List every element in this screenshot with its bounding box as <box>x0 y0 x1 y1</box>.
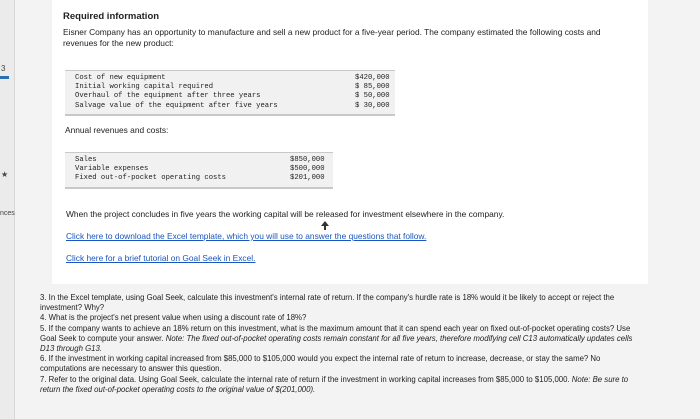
row-value: $201,000 <box>290 174 325 183</box>
row-value: $420,000 <box>355 74 390 82</box>
annual-heading: Annual revenues and costs: <box>65 125 169 135</box>
question-6: 6. If the investment in working capital increased from $85,000 to $105,000 would you expect the internal rate of return to increase, decrease, or stay the same? No computations are necessary to answer this question. <box>40 354 601 374</box>
question-5-note: Note: The fixed out-of-pocket operating costs remain constant for all five years, therefore modifying cell C13 automatically updates cells D13 through G13. <box>40 333 633 354</box>
row-value: $850,000 <box>290 156 325 164</box>
row-label: Sales <box>75 156 97 164</box>
section-title: Required information <box>63 11 160 22</box>
table-row <box>65 92 395 101</box>
question-7 <box>40 375 645 395</box>
table-row <box>65 165 333 174</box>
row-label: Initial working capital required <box>75 83 214 92</box>
row-label: Fixed out-of-pocket operating costs <box>75 174 226 183</box>
question-5 <box>40 324 645 355</box>
excel-template-link[interactable]: Click here to download the Excel template, which you will use to answer the questions that follow. <box>66 231 427 241</box>
row-label: Salvage value of the equipment after five years <box>75 101 278 110</box>
row-value: $ 30,000 <box>355 101 390 110</box>
table-row <box>65 156 333 165</box>
table-row <box>65 83 395 92</box>
required-information-panel <box>52 0 648 284</box>
sidebar-truncated-label[interactable]: nces <box>0 210 15 217</box>
question-7-text: 7. Refer to the original data. Using Goal Seek, calculate the internal rate of return if the investment in working capital increases from $85,000 to $105,000. <box>40 374 570 384</box>
question-3: 3. In the Excel template, using Goal Seek, calculate this investment's internal rate of return. If the company's hurdle rate is 18% would it be likely to accept or reject the investment? Why? <box>40 293 615 313</box>
row-label: Cost of new equipment <box>75 74 166 82</box>
row-value: $ 85,000 <box>355 83 390 92</box>
questions-block <box>40 293 645 395</box>
goal-seek-tutorial-link[interactable]: Click here for a brief tutorial on Goal Seek in Excel. <box>66 253 256 263</box>
table-row <box>65 174 333 183</box>
costs-table <box>65 70 395 116</box>
row-label: Variable expenses <box>75 165 149 174</box>
left-sidebar <box>0 0 15 419</box>
row-value: $ 50,000 <box>355 92 390 101</box>
question-4: 4. What is the project's net present value when using a discount rate of 18%? <box>40 313 307 323</box>
annual-table <box>65 152 333 189</box>
question-7-note: Note: Be sure to return the fixed out-of-pocket operating costs to the original value of $(201,000). <box>40 374 629 394</box>
table-row <box>65 102 395 111</box>
star-icon[interactable]: ★ <box>1 170 9 179</box>
row-label: Overhaul of the equipment after three years <box>75 92 261 101</box>
row-value: $500,000 <box>290 165 325 174</box>
conclusion-text: When the project concludes in five years the working capital will be released for investment elsewhere in the company. <box>66 209 505 219</box>
table-row <box>65 74 395 83</box>
question-number[interactable]: 3 <box>1 64 6 73</box>
current-question-indicator <box>0 76 9 79</box>
intro-text: Eisner Company has an opportunity to manufacture and sell a new product for a five-year period. The company estimated the following costs and revenues for the new product: <box>63 27 601 48</box>
mouse-cursor-icon <box>321 221 329 230</box>
question-5-text: 5. If the company wants to achieve an 18% return on this investment, what is the maximum amount that it can spend each year on fixed out-of-pocket operating costs? Use Goal Seek to compute your answer. <box>40 323 631 343</box>
